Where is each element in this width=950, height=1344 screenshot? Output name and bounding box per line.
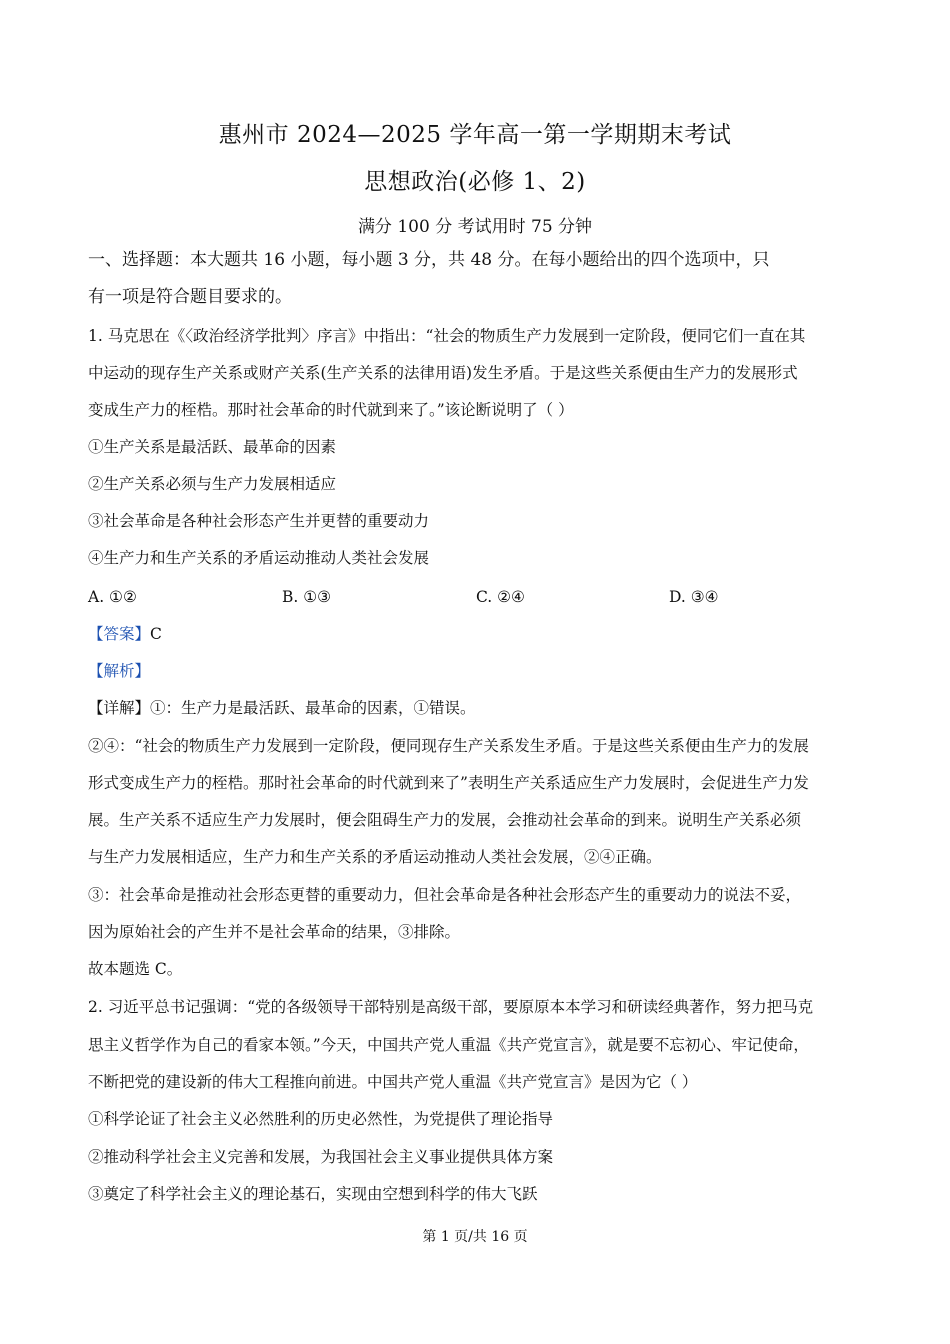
section-heading: 一、选择题：本大题共 16 小题，每小题 3 分，共 48 分。在每小题给出的四个选项中，只 — [88, 250, 770, 270]
q1-item: ④生产力和生产关系的矛盾运动推动人类社会发展 — [88, 549, 430, 567]
q1-detail-text: 因为原始社会的产生并不是社会革命的结果，③排除。 — [88, 923, 461, 941]
q1-item: ③社会革命是各种社会形态产生并更替的重要动力 — [88, 512, 430, 530]
q2-item: ③奠定了科学社会主义的理论基石，实现由空想到科学的伟大飞跃 — [88, 1185, 538, 1203]
q1-option-b: B. ①③ — [282, 588, 332, 606]
q1-stem: 1. 马克思在《〈政治经济学批判〉序言》中指出：“社会的物质生产力发展到一定阶段，便同它们一直在其 — [88, 327, 806, 345]
q1-detail — [88, 697, 883, 719]
q1-item: ②生产关系必须与生产力发展相适应 — [88, 475, 337, 493]
q1-option-a: A. ①② — [88, 588, 137, 606]
q1-stem: 变成生产力的桎梏。那时社会革命的时代就到来了。”该论断说明了（ ） — [88, 401, 574, 419]
q2-stem: 不断把党的建设新的伟大工程推向前进。中国共产党人重温《共产党宣言》是因为它（ ） — [88, 1073, 698, 1091]
subject-title: 思想政治(必修 1、2) — [364, 169, 586, 195]
q1-detail-text: 展。生产关系不适应生产力发展时，便会阻碍生产力的发展，会推动社会革命的到来。说明生产关系必须 — [88, 811, 802, 829]
analysis-tag: 【解析】 — [88, 662, 151, 680]
q2-item: ①科学论证了社会主义必然胜利的历史必然性，为党提供了理论指导 — [88, 1110, 554, 1128]
detail-tag: 【详解】 — [88, 699, 151, 717]
q1-detail-text: 与生产力发展相适应，生产力和生产关系的矛盾运动推动人类社会发展，②④正确。 — [88, 848, 662, 866]
q1-option-d: D. ③④ — [669, 588, 719, 606]
q1-item: ①生产关系是最活跃、最革命的因素 — [88, 438, 337, 456]
answer-value: C — [150, 625, 162, 643]
exam-title: 惠州市 2024—2025 学年高一第一学期期末考试 — [218, 122, 732, 148]
q2-stem: 思主义哲学作为自己的看家本领。”今天，中国共产党人重温《共产党宣言》，就是要不忘初心、牢记使命， — [88, 1036, 809, 1054]
exam-info: 满分 100 分 考试用时 75 分钟 — [357, 217, 593, 237]
q2-stem: 2. 习近平总书记强调：“党的各级领导干部特别是高级干部，要原原本本学习和研读经典著作，努力把马克 — [88, 998, 814, 1016]
q1-analysis — [88, 660, 883, 682]
q1-answer — [88, 623, 883, 645]
answer-tag: 【答案】 — [88, 625, 151, 643]
section-heading-cont: 有一项是符合题目要求的。 — [88, 287, 292, 307]
q1-conclusion: 故本题选 C。 — [88, 960, 183, 978]
q1-detail-text: 形式变成生产力的桎梏。那时社会革命的时代就到来了”表明生产关系适应生产力发展时，会促进生产力发 — [88, 774, 809, 792]
page-number: 第 1 页/共 16 页 — [422, 1229, 528, 1245]
detail-text: ①：生产力是最活跃、最革命的因素，①错误。 — [150, 699, 476, 717]
q1-stem: 中运动的现存生产关系或财产关系(生产关系的法律用语)发生矛盾。于是这些关系便由生产力的发展形式 — [88, 364, 798, 382]
q1-detail-text: ②④：“社会的物质生产力发展到一定阶段，便同现存生产关系发生矛盾。于是这些关系便由生产力的发展 — [88, 737, 809, 755]
q1-option-c: C. ②④ — [476, 588, 525, 606]
q2-item: ②推动科学社会主义完善和发展，为我国社会主义事业提供具体方案 — [88, 1148, 554, 1166]
q1-detail-text: ③：社会革命是推动社会形态更替的重要动力，但社会革命是各种社会形态产生的重要动力的说法不妥， — [88, 886, 802, 904]
